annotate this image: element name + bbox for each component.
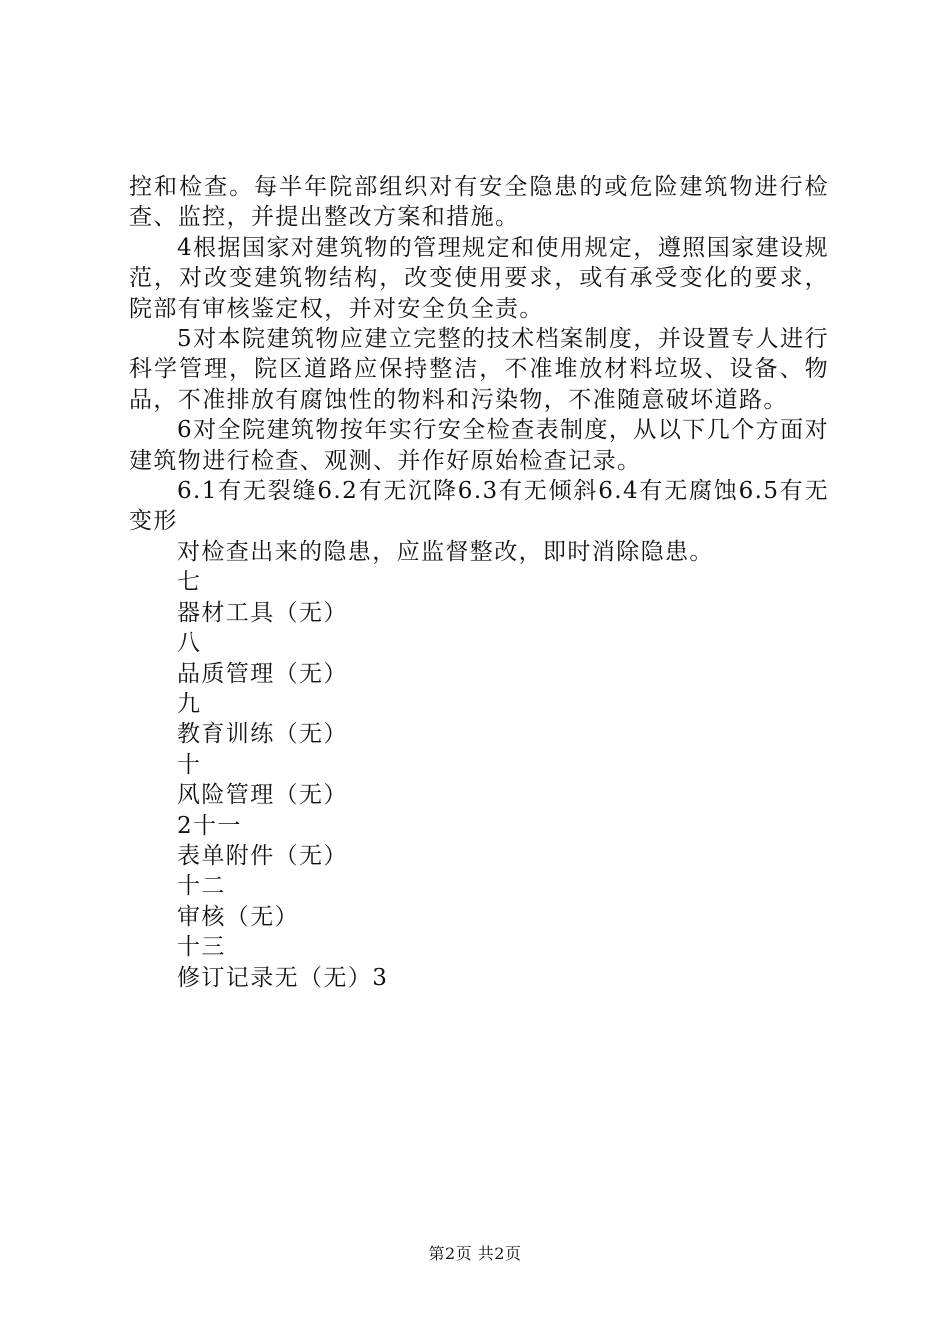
line-hazard-rectification: 对检查出来的隐患，应监督整改，即时消除隐患。	[177, 538, 714, 565]
section-number-12: 十二	[177, 873, 226, 900]
section-number-9: 九	[177, 690, 202, 717]
page-number: 第2页 共2页	[428, 1244, 522, 1263]
paragraph-item-5: 5对本院建筑物应建立完整的技术档案制度，并设置专人进行科学管理，院区道路应保持整洁，不准堆放材料垃圾、设备、物品，不准排放有腐蚀性的物料和污染物，不准随意破坏道路。	[129, 326, 829, 413]
paragraph-item-6-subitems: 6.1有无裂缝6.2有无沉降6.3有无倾斜6.4有无腐蚀6.5有无变形	[129, 478, 829, 535]
section-number-10: 十	[177, 751, 202, 778]
section-number-13: 十三	[177, 934, 226, 961]
section-number-11: 2十一	[177, 812, 242, 839]
paragraph-inspection-control: 控和检查。每半年院部组织对有安全隐患的或危险建筑物进行检查、监控，并提出整改方案和措施。	[129, 174, 829, 231]
section-title-education-training: 教育训练（无）	[177, 721, 348, 748]
section-number-8: 八	[177, 630, 202, 657]
section-title-quality-management: 品质管理（无）	[177, 660, 348, 687]
section-number-7: 七	[177, 569, 202, 596]
section-title-review: 审核（无）	[177, 903, 299, 930]
section-title-equipment-tools: 器材工具（无）	[177, 599, 348, 626]
section-title-revision-record: 修订记录无（无）3	[177, 964, 389, 991]
paragraph-item-4: 4根据国家对建筑物的管理规定和使用规定，遵照国家建设规范，对改变建筑物结构，改变使用要求，或有承受变化的要求，院部有审核鉴定权，并对安全负全责。	[129, 234, 829, 322]
document-body	[129, 172, 829, 993]
paragraph-item-6: 6对全院建筑物按年实行安全检查表制度，从以下几个方面对建筑物进行检查、观测、并作好原始检查记录。	[129, 417, 829, 474]
page-footer	[0, 1244, 950, 1264]
section-title-risk-management: 风险管理（无）	[177, 782, 348, 809]
section-title-form-attachments: 表单附件（无）	[177, 842, 348, 869]
